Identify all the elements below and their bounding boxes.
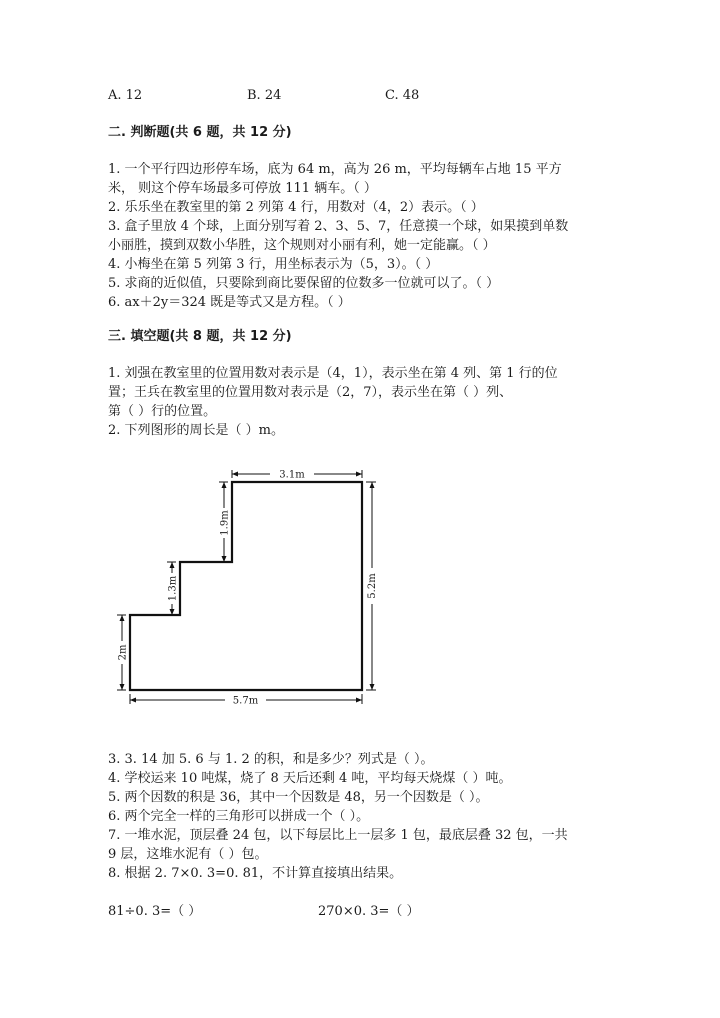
- label-right: 5.2m: [367, 573, 378, 599]
- label-top: 3.1m: [279, 469, 305, 481]
- dimension-bottom: [130, 694, 362, 707]
- figure-outline: [130, 482, 362, 690]
- judge-line: 3. 盒子里放 4 个球，上面分别写着 2、3、5、7，任意摸一个球，如果摸到单数: [108, 219, 569, 234]
- choice-b: B. 24: [247, 88, 282, 103]
- fill-line: 4. 学校运来 10 吨煤，烧了 8 天后还剩 4 吨，平均每天烧煤（ ）吨。: [108, 771, 512, 786]
- calc-item-2: 270×0. 3=（ ）: [318, 904, 420, 919]
- judge-line: 小丽胜，摸到双数小华胜，这个规则对小丽有利，她一定能赢。（ ）: [108, 238, 496, 253]
- section-2-title: 二. 判断题(共 6 题，共 12 分): [108, 125, 292, 140]
- label-step-upper: 1.9m: [219, 510, 231, 536]
- dimension-left: [117, 615, 129, 690]
- dimension-step-upper: [219, 482, 231, 562]
- fill-line: 9 层，这堆水泥有（ ）包。: [108, 847, 268, 862]
- judge-line: 2. 乐乐坐在教室里的第 2 列第 4 行，用数对（4，2）表示。（ ）: [108, 200, 484, 215]
- calc-item-1: 81÷0. 3=（ ）: [108, 904, 202, 919]
- fill-line: 8. 根据 2. 7×0. 3=0. 81，不计算直接填出结果。: [108, 866, 403, 881]
- fill-line: 5. 两个因数的积是 36，其中一个因数是 48，另一个因数是（ ）。: [108, 790, 489, 805]
- fill-line: 6. 两个完全一样的三角形可以拼成一个（ ）。: [108, 809, 370, 824]
- fill-line: 第（ ）行的位置。: [108, 404, 217, 419]
- judge-line: 6. ax＋2y＝324 既是等式又是方程。（ ）: [108, 295, 351, 310]
- judge-line: 米， 则这个停车场最多可停放 111 辆车。（ ）: [108, 181, 377, 196]
- section-3-title: 三. 填空题(共 8 题，共 12 分): [108, 329, 292, 344]
- fill-line: 7. 一堆水泥，顶层叠 24 包，以下每层比上一层多 1 包，最底层叠 32 包，一共: [108, 828, 568, 843]
- label-left: 2m: [117, 644, 129, 661]
- dimension-right: [366, 482, 378, 690]
- choice-c: C. 48: [385, 88, 420, 103]
- judge-line: 1. 一个平行四边形停车场，底为 64 m，高为 26 m，平均每辆车占地 15 平方: [108, 162, 562, 177]
- label-step-middle: 1.3m: [167, 575, 179, 602]
- judge-line: 4. 小梅坐在第 5 列第 3 行，用坐标表示为（5，3）。（ ）: [108, 257, 439, 272]
- dimension-step-middle: [167, 562, 179, 615]
- judge-line: 5. 求商的近似值，只要除到商比要保留的位数多一位就可以了。（ ）: [108, 276, 500, 291]
- fill-line: 1. 刘强在教室里的位置用数对表示是（4，1），表示坐在第 4 列、第 1 行的位: [108, 366, 558, 381]
- dimension-top: [232, 470, 362, 481]
- label-bottom: 5.7m: [232, 695, 259, 707]
- fill-line: 2. 下列图形的周长是（ ）m。: [108, 423, 284, 438]
- fill-line: 3. 3. 14 加 5. 6 与 1. 2 的积，和是多少？列式是（ ）。: [108, 752, 434, 767]
- choice-a: A. 12: [108, 88, 143, 103]
- fill-line: 置；王兵在教室里的位置用数对表示是（2，7），表示坐在第（ ）列、: [108, 385, 513, 400]
